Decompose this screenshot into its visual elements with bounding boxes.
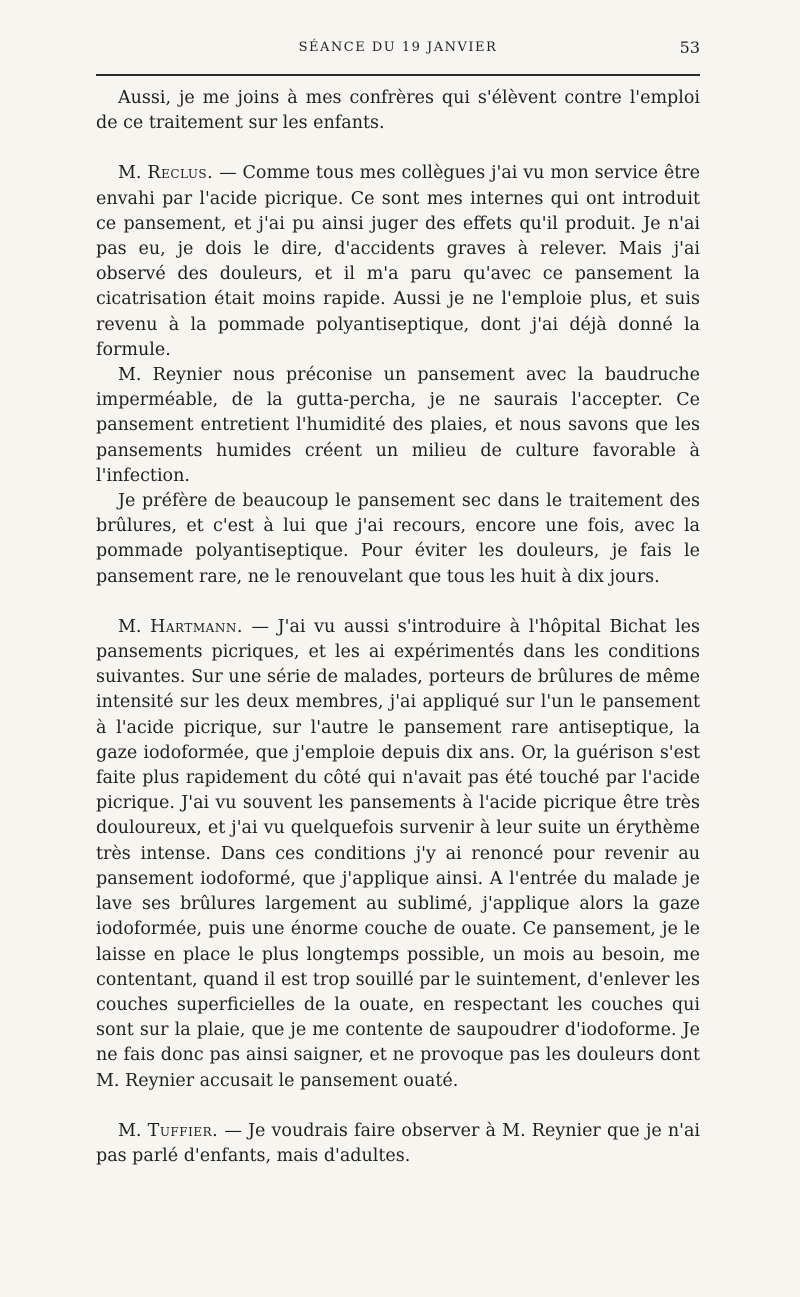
running-title: SÉANCE DU 19 JANVIER xyxy=(298,40,498,55)
page-number: 53 xyxy=(679,38,700,57)
paragraph-text: Je préfère de beaucoup le pansement sec dans le traitement des brûlures, et c'est à lui que j'ai recours, encore une fois, avec la pommade polyantiseptique. Pour éviter les douleurs, je fais le pansement rare, ne le renouvelant que tous les huit à dix jours. xyxy=(96,491,700,587)
running-head xyxy=(96,38,700,60)
paragraph-text: — Je voudrais faire observer à M. Reynier que je n'ai pas parlé d'enfants, mais d'adultes. xyxy=(96,1120,700,1166)
speaker-prefix: M. xyxy=(118,163,148,184)
paragraph-tuffier-statement xyxy=(96,1119,700,1169)
body-text xyxy=(96,86,700,1169)
speaker-prefix: M. xyxy=(118,616,151,637)
speaker-name: Hartmann. xyxy=(150,616,243,637)
paragraph-text: — J'ai vu aussi s'introduire à l'hôpital Bichat les pansements picriques, et les ai expérimentés dans les conditions suivantes. Sur une série de malades, porteurs de brûlures de même intensité sur les deux membres, j'ai appliqué sur l'un le pansement à l'acide picrique, sur l'autre le pansement rare antiseptique, la gaze iodoformée, que j'emploie depuis dix ans. Or, la guérison s'est faite plus rapidement du côté qui n'avait pas été touché par l'acide picrique. J'ai vu souvent les pansements à l'acide picrique être très douloureux, et j'ai vu quelquefois survenir à leur suite un érythème très intense. Dans ces conditions j'y ai renoncé pour revenir au pansement iodoformé, que j'applique ainsi. A l'entrée du malade je lave ses brûlures largement au sublimé, j'applique alors la gaze iodoformée, puis une énorme couche de ouate. Ce pansement, je le laisse en place le plus longtemps possible, un mois au besoin, me contentant, quand il est trop souillé par le suintement, d'enlever les couches superficielles de la ouate, en respectant les couches qui sont sur la plaie, que je me contente de saupoudrer d'iodoforme. Je ne fais donc pas ainsi saigner, et ne provoque pas les douleurs dont M. Reynier accusait le pansement ouaté. xyxy=(96,616,701,1091)
speaker-name: Reclus. xyxy=(147,163,214,184)
paragraph-text: Aussi, je me joins à mes confrères qui s'élèvent contre l'emploi de ce traitement sur les enfants. xyxy=(96,88,700,134)
paragraph-reclus-reynier xyxy=(96,363,700,489)
paragraph-reclus-statement xyxy=(96,161,700,363)
paragraph-text: — Comme tous mes collègues j'ai vu mon service être envahi par l'acide picrique. Ce sont mes internes qui ont introduit ce pansement, et j'ai pu ainsi juger des effets qu'il produit. Je n'ai pas eu, je dois le dire, d'accidents graves à relever. Mais j'ai observé des douleurs, et il m'a paru qu'avec ce pansement la cicatrisation était moins rapide. Aussi je ne l'emploie plus, et suis revenu à la pommade polyantiseptique, dont j'ai déjà donné la formule. xyxy=(96,163,700,360)
header-rule xyxy=(96,74,700,76)
speaker-name: Tuffier. xyxy=(147,1120,219,1141)
paragraph-reclus-dry-dressing xyxy=(96,489,700,590)
speaker-prefix: M. xyxy=(118,1120,148,1141)
paragraph-closing-remark xyxy=(96,86,700,136)
paragraph-hartmann-statement xyxy=(96,615,700,1094)
paragraph-text: M. Reynier nous préconise un pansement avec la baudruche imperméable, de la gutta-percha, je ne saurais l'accepter. Ce pansement entretient l'humidité des plaies, et nous savons que les pansements humides créent un milieu de culture favorable à l'infection. xyxy=(96,365,700,486)
